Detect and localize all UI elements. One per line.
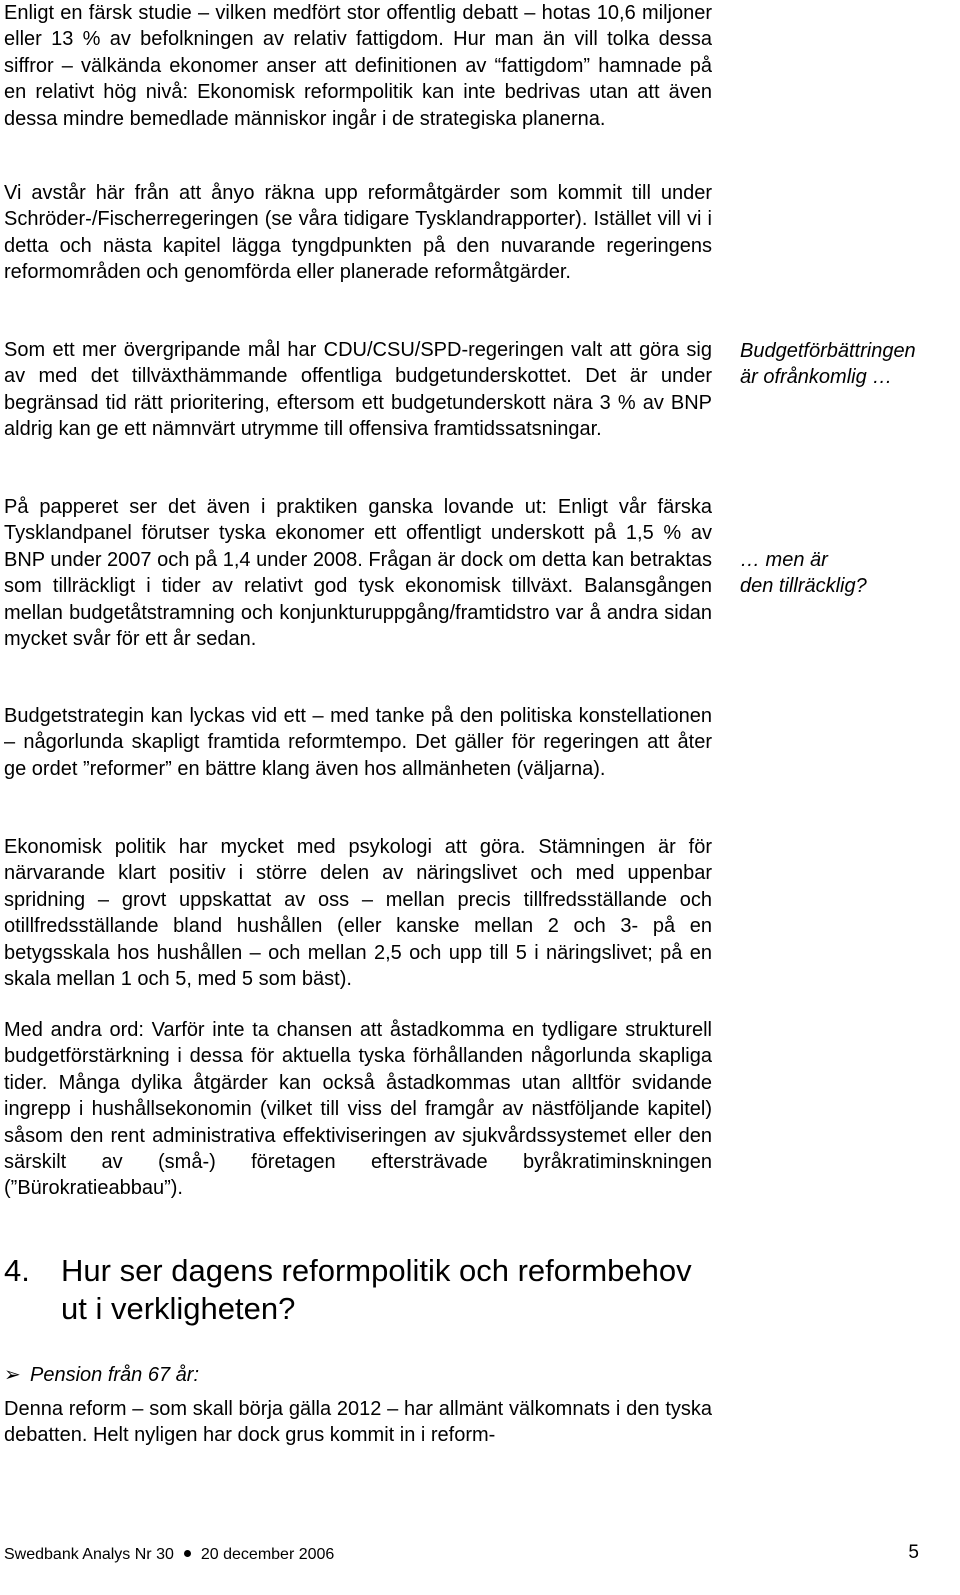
footer-publication: Swedbank Analys Nr 30 — [4, 1546, 174, 1563]
margin-note-sufficient — [740, 547, 955, 599]
paragraph-4: På papperet ser det även i praktiken ganska lovande ut: Enligt vår färska Tysklandpanel förutser tyska ekonomer ett offentligt underskott på 1,5 % av BNP under 2007 och på 1,4 under 2008. Frågan är dock om detta kan betraktas som tillräckligt i tider av relativt god tysk ekonomisk tillväxt. Balansgången mellan budgetåtstramning och konjunkturuppgång/framtidstro var å andra sidan mycket svår för ett år sedan. — [4, 496, 712, 651]
footer-left — [4, 1546, 334, 1564]
paragraph-2: Vi avstår här från att ånyo räkna upp reformåtgärder som kommit till under Schröder-/Fischerregeringen (se våra tidigare Tysklandrapporter). Istället vill vi i detta och nästa kapitel lägga tyngdpunkten på den nuvarande regeringens reformområden och genomförda eller planerade reformåtgärder. — [4, 182, 712, 284]
margin-note-line: den tillräcklig? — [740, 575, 867, 597]
bullet-item — [4, 1362, 199, 1388]
section-number: 4. — [4, 1253, 30, 1288]
paragraph-7: Med andra ord: Varför inte ta chansen att åstadkomma en tydligare strukturell budgetförstärkning i dessa för aktuella tyska förhållanden någorlunda skapliga tider. Många dylika åtgärder kan också åstadkommas utan alltför svidande ingrepp i hushållsekonomin (vilket till viss del framgår av nästföljande kapitel) såsom den rent administrativa effektiviseringen av sjukvårdssystemet eller den särskilt av (små-) företagen eftersträvade byråkratiminskningen (”Bürokratieabbau”). — [4, 1019, 712, 1200]
bullet-label: Pension från 67 år: — [30, 1364, 199, 1386]
margin-note-line: är ofrånkomlig … — [740, 366, 893, 388]
bullet-dot-icon — [184, 1550, 191, 1557]
section-title: Hur ser dagens reformpolitik och reformbehov ut i verkligheten? — [61, 1253, 692, 1326]
paragraph-3: Som ett mer övergripande mål har CDU/CSU/SPD-regeringen valt att göra sig av med det tillväxthämmande offentliga budgetunderskottet. Det är under begränsad tid rätt prioritering, eftersom ett budgetunderskott nära 3 % av BNP aldrig kan ge ett nämnvärt utrymme till offensiva framtidssatsningar. — [4, 339, 712, 441]
paragraph-1: Enligt en färsk studie – vilken medfört stor offentlig debatt – hotas 10,6 miljoner eller 13 % av befolkningen av relativ fattigdom. Hur man än vill tolka dessa siffror – välkända ekonomer anser att definitionen av “fattigdom” hamnade på en relativt hög nivå: Ekonomisk reformpolitik kan inte bedrivas utan att även dessa mindre bemedlade människor ingår i de strategiska planerna. — [4, 2, 712, 130]
arrow-bullet-icon: ➢ — [4, 1364, 21, 1386]
paragraph-5: Budgetstrategin kan lyckas vid ett – med tanke på den politiska konstellationen – någorlunda skapligt framtida reformtempo. Det gäller för regeringen att åter ge ordet ”reformer” en bättre klang även hos allmänheten (väljarna). — [4, 705, 712, 780]
paragraph-8: Denna reform – som skall börja gälla 2012 – har allmänt välkomnats i den tyska debatten. Helt nyligen har dock grus kommit in i reform- — [4, 1398, 712, 1447]
paragraph-6: Ekonomisk politik har mycket med psykologi att göra. Stämningen är för närvarande klart positiv i större delen av näringslivet och med uppenbar spridning – grovt uppskattat av oss – mellan precis tillfredsställande och otillfredsställande bland hushållen (eller kanske mellan 2 och 3- på en betygsskala hos hushållen – och mellan 2,5 och upp till 5 i näringslivet; på en skala mellan 1 och 5, med 5 som bäst). — [4, 836, 712, 991]
page-number: 5 — [908, 1542, 919, 1563]
margin-note-budget — [740, 338, 955, 390]
footer-date: 20 december 2006 — [200, 1546, 335, 1563]
margin-note-line: … men är — [740, 549, 828, 571]
margin-note-line: Budgetförbättringen — [740, 340, 916, 362]
